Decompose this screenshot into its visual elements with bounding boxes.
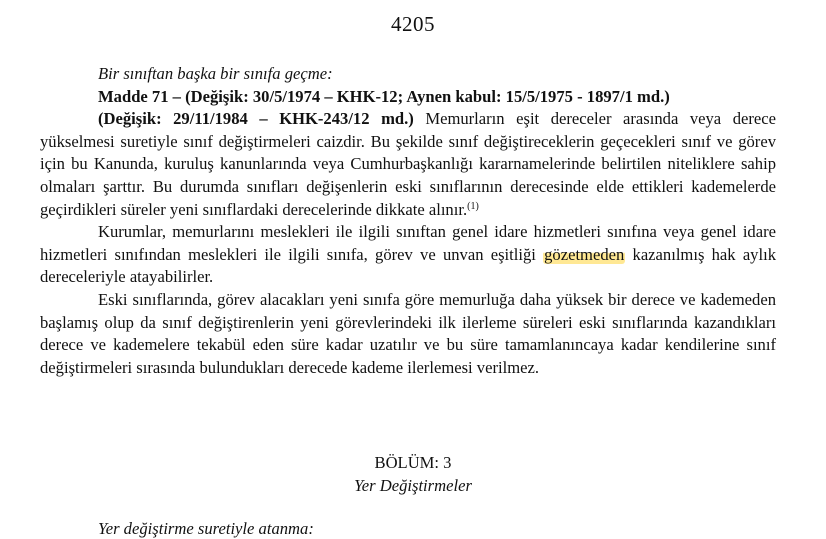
highlighted-word: gözetmeden bbox=[544, 244, 625, 264]
section-title: BÖLÜM: 3 bbox=[374, 453, 452, 472]
paragraph-3: Eski sınıflarında, görev alacakları yeni sınıfa göre memurluğa daha yüksek bir derece ve kademeden başlamış olup da sınıf değiştirenlerin yeni görevlerindeki ilk ilerleme süreleri eski sınıflarında kazandıkları derece ve kademelere tekabül eden süre kadar uzatılır ve bu süre tamamlanıncaya kadar kendilerine sınıf değiştirmeleri sırasında bulundukları derecede kademe ilerlemesi verilmez. bbox=[40, 289, 776, 377]
amendment-note: (Değişik: 29/11/1984 – KHK-243/12 md.) bbox=[98, 109, 414, 129]
paragraph-1 bbox=[40, 108, 776, 221]
paragraph-1-text: Memurların eşit dereceler arasında veya derece yükselmesi suretiyle sınıf değiştirmeleri caizdir. Bu şekilde sınıf değiştireceklerin geçecekleri sınıf ve görev için bu Kanunda, kuruluş kanunlarında veya Cumhurbaşkanlığı kararnamelerinde belirtilen niteliklere sahip olmaları şarttır. Bu durumda sınıfları değişenlerin eski sınıflarının derecesinde elde ettikleri kademelerde geçirdikleri süreler yeni sınıflardaki derecelerinde dikkate alınır. bbox=[40, 109, 776, 219]
paragraph-2 bbox=[40, 221, 776, 289]
article-heading: Bir sınıftan başka bir sınıfa geçme: bbox=[98, 64, 333, 83]
paragraph-2-text-before: Kurumlar, memurlarını meslekleri ile ilgili sınıftan genel idare hizmetleri sınıfına veya genel idare hizmetleri sınıfından meslekleri ile ilgili sınıfa, görev ve unvan eşitliği bbox=[40, 222, 776, 264]
article-body bbox=[40, 63, 776, 379]
article-title: Madde 71 – (Değişik: 30/5/1974 – KHK-12; Aynen kabul: 15/5/1975 - 1897/1 md.) bbox=[98, 86, 670, 106]
paragraph-2-text-after: kazanılmış hak aylık dereceleriyle atayabilirler. bbox=[40, 244, 776, 287]
footnote-mark[interactable]: (1) bbox=[467, 200, 479, 212]
next-article-heading: Yer değiştirme suretiyle atanma: bbox=[98, 519, 314, 538]
section-subtitle: Yer Değiştirmeler bbox=[354, 476, 472, 495]
page-number: 4205 bbox=[391, 12, 435, 36]
